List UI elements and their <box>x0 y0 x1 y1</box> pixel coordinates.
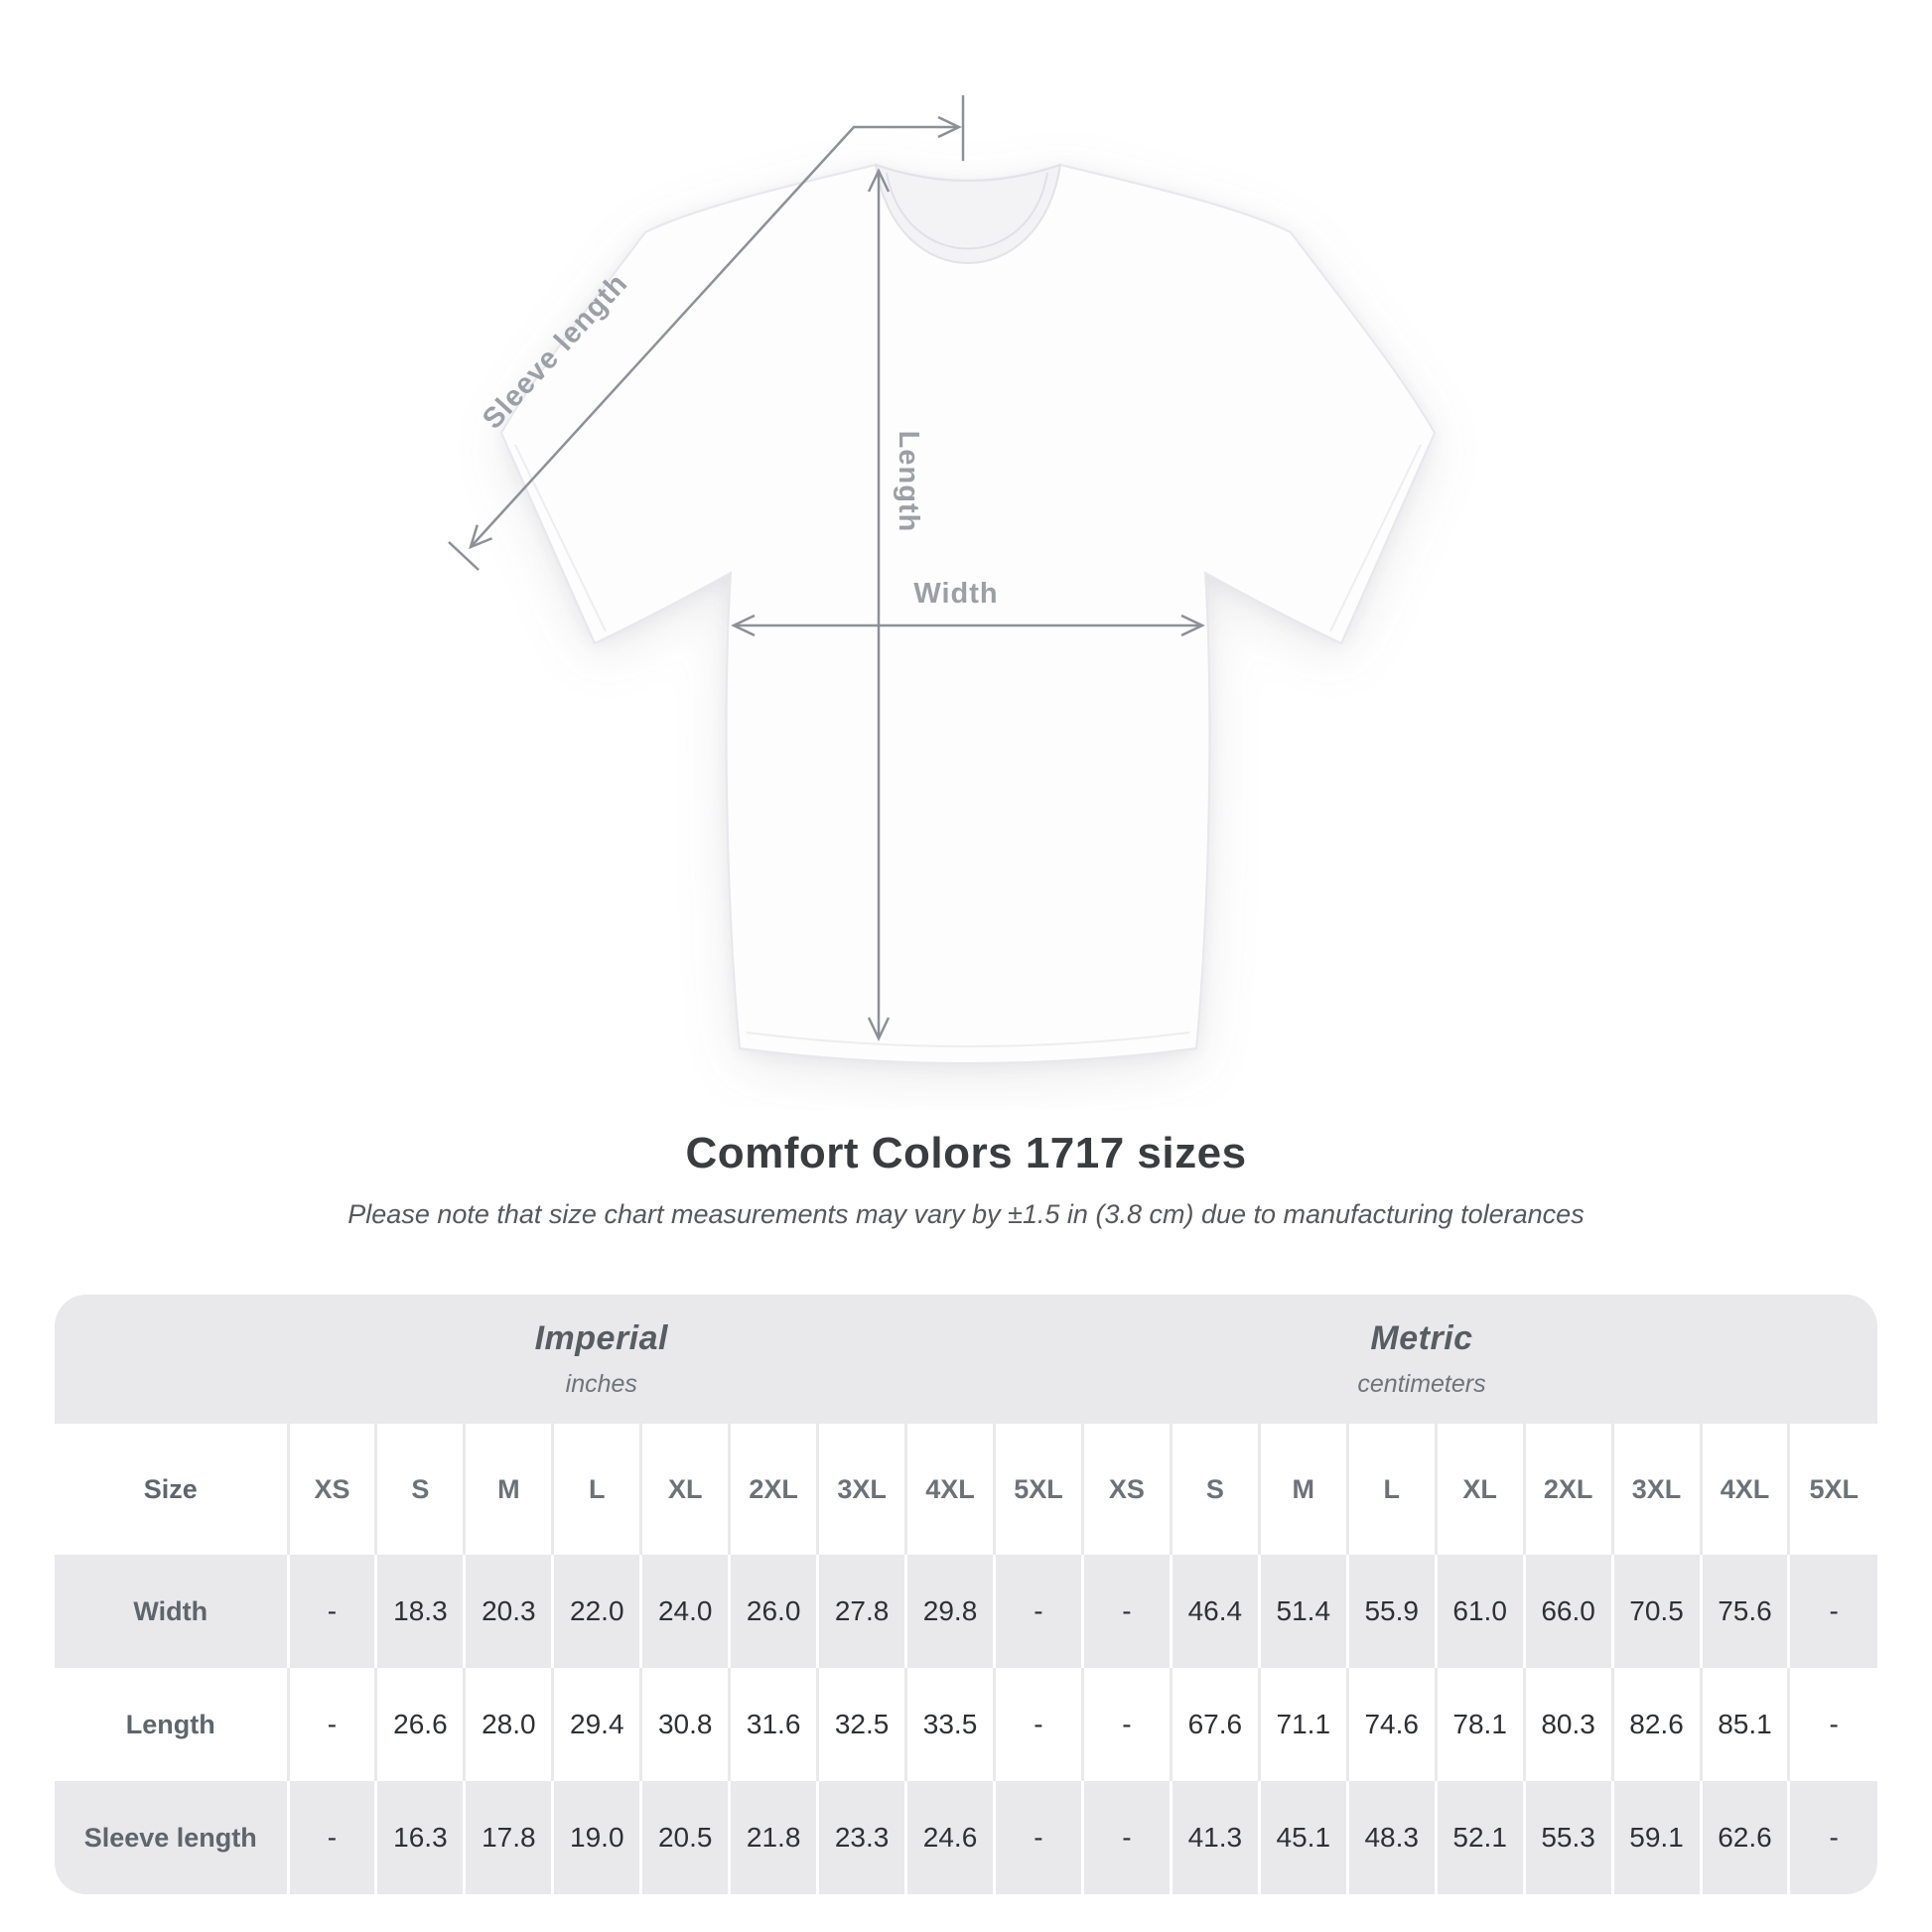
section-title: Metric <box>1370 1319 1473 1357</box>
row-label: Sleeve length <box>55 1781 288 1894</box>
value-cell: 24.6 <box>906 1781 995 1894</box>
value-cell: 20.5 <box>641 1781 730 1894</box>
value-cell: 82.6 <box>1612 1668 1701 1781</box>
section-title: Imperial <box>534 1319 668 1357</box>
value-cell: 24.0 <box>641 1555 730 1668</box>
value-cell: 62.6 <box>1701 1781 1789 1894</box>
value-cell: - <box>1082 1781 1171 1894</box>
value-cell: 26.0 <box>730 1555 818 1668</box>
value-cell: 71.1 <box>1259 1668 1347 1781</box>
measurement-row <box>55 1781 1877 1894</box>
value-cell: 66.0 <box>1524 1555 1612 1668</box>
size-header-row <box>55 1424 1877 1555</box>
value-cell: 51.4 <box>1259 1555 1347 1668</box>
value-cell: 48.3 <box>1347 1781 1436 1894</box>
table-section-band <box>55 1295 1877 1424</box>
value-cell: 20.3 <box>465 1555 553 1668</box>
section-subtitle: inches <box>565 1370 637 1398</box>
page-subtitle: Please note that size chart measurements may vary by ±1.5 in (3.8 cm) due to manufacturing tolerances <box>347 1199 1585 1229</box>
size-table-container <box>55 1295 1877 1894</box>
value-cell: - <box>1789 1668 1877 1781</box>
size-col-header: XL <box>1436 1424 1524 1555</box>
measurement-row <box>55 1555 1877 1668</box>
value-cell: - <box>288 1668 376 1781</box>
value-cell: 23.3 <box>818 1781 906 1894</box>
value-cell: 85.1 <box>1701 1668 1789 1781</box>
size-col-header: 2XL <box>1524 1424 1612 1555</box>
value-cell: 17.8 <box>465 1781 553 1894</box>
size-col-header: 4XL <box>1701 1424 1789 1555</box>
size-table <box>55 1295 1877 1894</box>
value-cell: - <box>1789 1781 1877 1894</box>
page-title: Comfort Colors 1717 sizes <box>685 1129 1247 1177</box>
measurement-row <box>55 1668 1877 1781</box>
value-cell: 46.4 <box>1171 1555 1259 1668</box>
value-cell: 55.3 <box>1524 1781 1612 1894</box>
size-col-header: XS <box>288 1424 376 1555</box>
size-col-header: XS <box>1082 1424 1171 1555</box>
size-col-header: 5XL <box>1789 1424 1877 1555</box>
value-cell: 59.1 <box>1612 1781 1701 1894</box>
value-cell: 19.0 <box>553 1781 641 1894</box>
value-cell: 45.1 <box>1259 1781 1347 1894</box>
title-block <box>0 1126 1932 1233</box>
value-cell: 29.8 <box>906 1555 995 1668</box>
section-header-imperial <box>344 1319 860 1399</box>
size-column-title: Size <box>55 1424 288 1555</box>
section-subtitle: centimeters <box>1357 1370 1486 1398</box>
size-col-header: S <box>1171 1424 1259 1555</box>
value-cell: - <box>1789 1555 1877 1668</box>
value-cell: 21.8 <box>730 1781 818 1894</box>
value-cell: 16.3 <box>376 1781 465 1894</box>
value-cell: 61.0 <box>1436 1555 1524 1668</box>
size-col-header: 5XL <box>995 1424 1083 1555</box>
sleeve-length-label: Sleeve length <box>477 267 634 436</box>
row-label: Length <box>55 1668 288 1781</box>
value-cell: 28.0 <box>465 1668 553 1781</box>
value-cell: - <box>288 1781 376 1894</box>
value-cell: 33.5 <box>906 1668 995 1781</box>
value-cell: 75.6 <box>1701 1555 1789 1668</box>
value-cell: - <box>1082 1555 1171 1668</box>
value-cell: - <box>995 1555 1083 1668</box>
value-cell: - <box>995 1668 1083 1781</box>
value-cell: 70.5 <box>1612 1555 1701 1668</box>
size-col-header: 2XL <box>730 1424 818 1555</box>
size-col-header: M <box>1259 1424 1347 1555</box>
value-cell: 22.0 <box>553 1555 641 1668</box>
value-cell: 78.1 <box>1436 1668 1524 1781</box>
value-cell: 67.6 <box>1171 1668 1259 1781</box>
value-cell: 26.6 <box>376 1668 465 1781</box>
width-label: Width <box>913 578 999 610</box>
size-col-header: M <box>465 1424 553 1555</box>
value-cell: 52.1 <box>1436 1781 1524 1894</box>
value-cell: 29.4 <box>553 1668 641 1781</box>
value-cell: 41.3 <box>1171 1781 1259 1894</box>
size-col-header: 3XL <box>1612 1424 1701 1555</box>
value-cell: - <box>1082 1668 1171 1781</box>
value-cell: 55.9 <box>1347 1555 1436 1668</box>
length-label: Length <box>893 430 924 533</box>
size-col-header: XL <box>641 1424 730 1555</box>
value-cell: 18.3 <box>376 1555 465 1668</box>
size-col-header: S <box>376 1424 465 1555</box>
size-col-header: L <box>1347 1424 1436 1555</box>
sleeve-tick <box>449 542 479 570</box>
tshirt-image <box>501 165 1435 1063</box>
value-cell: - <box>288 1555 376 1668</box>
section-header-metric <box>1164 1319 1680 1399</box>
value-cell: 80.3 <box>1524 1668 1612 1781</box>
size-col-header: 3XL <box>818 1424 906 1555</box>
size-col-header: L <box>553 1424 641 1555</box>
value-cell: 31.6 <box>730 1668 818 1781</box>
size-col-header: 4XL <box>906 1424 995 1555</box>
value-cell: - <box>995 1781 1083 1894</box>
value-cell: 30.8 <box>641 1668 730 1781</box>
value-cell: 32.5 <box>818 1668 906 1781</box>
row-label: Width <box>55 1555 288 1668</box>
table-section-band-cell <box>55 1295 1877 1424</box>
value-cell: 27.8 <box>818 1555 906 1668</box>
value-cell: 74.6 <box>1347 1668 1436 1781</box>
